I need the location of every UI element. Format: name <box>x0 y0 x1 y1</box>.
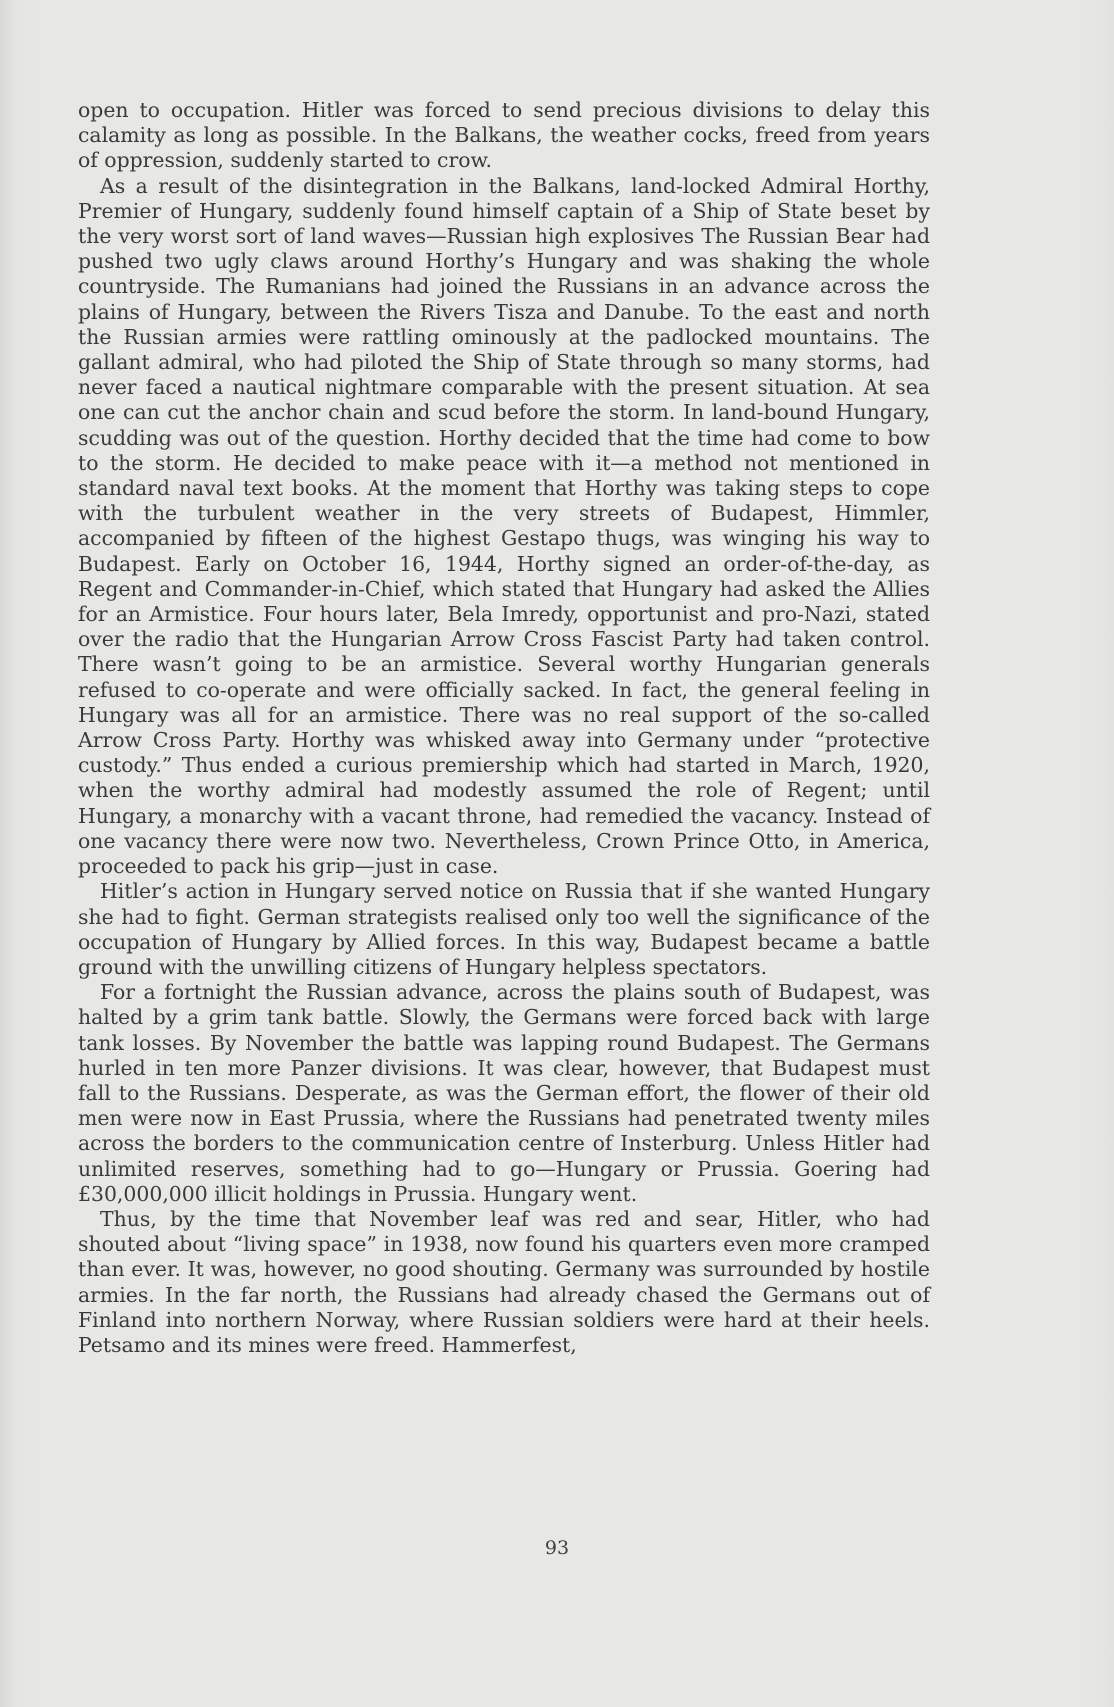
paragraph-tank-battle: For a fortnight the Russian advance, across the plains south of Budapest, was halted by a grim tank battle. Slowly, the Germans were forced back with large tank losses. By November the battle was lapping round Budapest. The Germans hurled in ten more Panzer divisions. It was clear, however, that Budapest must fall to the Russians. Desperate, as was the German effort, the flower of their old men were now in East Prussia, where the Russians had penetrated twenty miles across the borders to the communication centre of Insterburg. Unless Hitler had unlimited reserves, something had to go—Hungary or Prussia. Goering had £30,000,000 illicit holdings in Prussia. Hungary went. <box>78 980 930 1206</box>
paragraph-continuation: open to occupation. Hitler was forced to send precious divisions to delay this calamity as long as possible. In the Balkans, the weather cocks, freed from years of oppression, suddenly started to crow. <box>78 98 930 173</box>
paragraph-horthy: As a result of the disintegration in the Balkans, land-locked Admiral Horthy, Premier of Hungary, suddenly found himself captain of a Ship of State beset by the very worst sort of land waves—Russian high explosives The Russian Bear had pushed two ugly claws around Horthy’s Hungary and was shaking the whole countryside. The Rumanians had joined the Russians in an advance across the plains of Hungary, between the Rivers Tisza and Danube. To the east and north the Russian armies were rattling ominously at the padlocked mountains. The gallant admiral, who had piloted the Ship of State through so many storms, had never faced a nautical nightmare comparable with the present situation. At sea one can cut the anchor chain and scud before the storm. In land-bound Hungary, scudding was out of the question. Horthy decided that the time had come to bow to the storm. He decided to make peace with it—a method not mentioned in standard naval text books. At the moment that Horthy was taking steps to cope with the turbulent weather in the very streets of Budapest, Himmler, accompanied by fifteen of the highest Gestapo thugs, was winging his way to Budapest. Early on October 16, 1944, Horthy signed an order-of-the-day, as Regent and Commander-in-Chief, which stated that Hungary had asked the Allies for an Armistice. Four hours later, Bela Imredy, opportunist and pro-Nazi, stated over the radio that the Hungarian Arrow Cross Fascist Party had taken control. There wasn’t going to be an armistice. Several worthy Hungarian generals refused to co-operate and were officially sacked. In fact, the general feeling in Hungary was all for an armistice. There was no real support of the so-called Arrow Cross Party. Horthy was whisked away into Germany under “protective custody.” Thus ended a curious premiership which had started in March, 1920, when the worthy admiral had modestly assumed the role of Regent; until Hungary, a monarchy with a vacant throne, had remedied the vacancy. Instead of one vacancy there were now two. Nevertheless, Crown Prince Otto, in America, proceeded to pack his grip—just in case. <box>78 173 930 879</box>
paragraph-november: Thus, by the time that November leaf was red and sear, Hitler, who had shouted about “living space” in 1938, now found his quarters even more cramped than ever. It was, however, no good shouting. Germany was surrounded by hostile armies. In the far north, the Russians had already chased the Germans out of Finland into northern Norway, where Russian soldiers were hard at their heels. Petsamo and its mines were freed. Hammerfest, <box>78 1206 930 1357</box>
body-text <box>78 98 930 1358</box>
paragraph-hitler-action: Hitler’s action in Hungary served notice on Russia that if she wanted Hungary she had to fight. German strategists realised only too well the significance of the occupation of Hungary by Allied forces. In this way, Budapest became a battle ground with the unwilling citizens of Hungary helpless spectators. <box>78 879 930 979</box>
page-number: 93 <box>544 1537 570 1559</box>
